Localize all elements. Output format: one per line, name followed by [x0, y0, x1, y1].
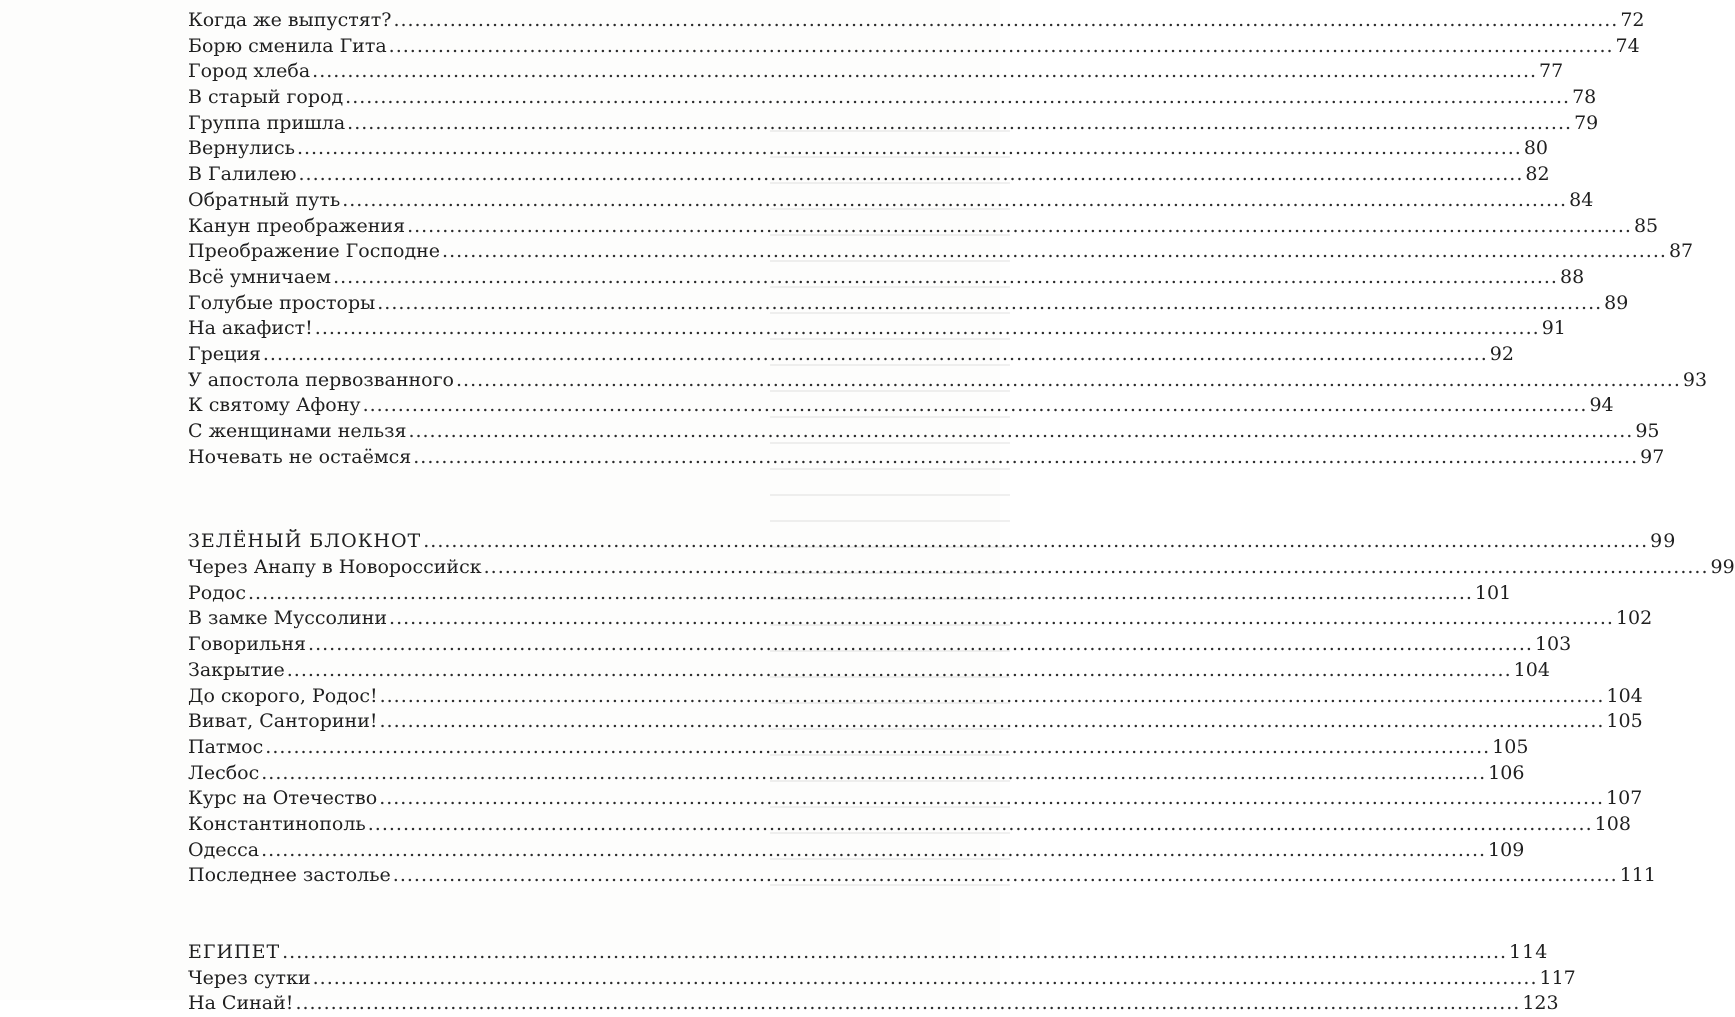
toc-leader-dots: [263, 342, 1488, 368]
toc-page-number: 92: [1489, 342, 1514, 365]
toc-entry[interactable]: [188, 162, 1550, 188]
toc-leader-dots: [313, 966, 1538, 992]
toc-entry-title: Город хлеба: [188, 60, 311, 83]
toc-entry-title: Виват, Санторини!: [188, 710, 378, 733]
toc-leader-dots: [408, 419, 1633, 445]
toc-leader-dots: [345, 85, 1570, 111]
toc-page-number: 117: [1539, 966, 1576, 989]
toc-entry[interactable]: [188, 966, 1576, 992]
toc-entry[interactable]: [188, 445, 1665, 471]
toc-leader-dots: [389, 34, 1614, 60]
toc-page-number: 102: [1615, 607, 1653, 630]
toc-entry-title: Обратный путь: [188, 188, 341, 211]
toc-entry-title: Ночевать не остаёмся: [188, 445, 412, 468]
toc-leader-dots: [423, 529, 1648, 555]
toc-section-title: ЕГИПЕТ: [188, 941, 281, 963]
toc-leader-dots: [315, 316, 1540, 342]
toc-entry[interactable]: [188, 85, 1597, 111]
toc-entry-title: Родос: [188, 581, 247, 604]
toc-leader-dots: [380, 684, 1605, 710]
toc-entry-title: У апостола первозванного: [188, 368, 454, 391]
toc-page-number: 114: [1509, 941, 1549, 963]
section-spacer: [188, 470, 809, 529]
toc-entry-title: Через сутки: [188, 966, 311, 989]
toc-leader-dots: [248, 581, 1473, 607]
toc-entry-title: Греция: [188, 342, 261, 365]
toc-entry-title: На акафист!: [188, 317, 313, 340]
toc-page-number: 74: [1615, 34, 1640, 57]
toc-leader-dots: [456, 368, 1681, 394]
toc-page-number: 88: [1559, 265, 1585, 288]
toc-leader-dots: [484, 555, 1709, 581]
toc-page-number: 77: [1539, 60, 1564, 83]
toc-leader-dots: [342, 188, 1567, 214]
toc-entry[interactable]: [188, 188, 1594, 214]
toc-entry[interactable]: [188, 265, 1585, 291]
toc-page-number: 111: [1619, 864, 1656, 887]
toc-entry[interactable]: [188, 136, 1549, 162]
toc-leader-dots: [297, 136, 1522, 162]
toc-page-number: 107: [1606, 787, 1643, 810]
toc-entry[interactable]: [188, 59, 1564, 85]
toc-entry[interactable]: [188, 581, 1512, 607]
toc-page-number: 94: [1589, 394, 1614, 417]
toc-page-number: 84: [1569, 188, 1594, 211]
toc-entry[interactable]: [188, 786, 1643, 812]
toc-leader-dots: [265, 735, 1490, 761]
toc-entry-title: Закрытие: [188, 658, 285, 681]
toc-leader-dots: [261, 761, 1486, 787]
toc-entry-title: Всё умничаем: [188, 265, 332, 288]
toc-entry-title: Лесбос: [188, 761, 260, 784]
toc-entry[interactable]: [188, 419, 1660, 445]
toc-entry[interactable]: [188, 8, 1645, 34]
toc-entry-title: До скорого, Родос!: [188, 684, 378, 707]
toc-leader-dots: [282, 940, 1507, 966]
toc-leader-dots: [333, 265, 1558, 291]
toc-section-zeleny-bloknot[interactable]: [188, 529, 1677, 555]
toc-entry-title: Через Анапу в Новороссийск: [188, 556, 482, 579]
toc-entry-title: К святому Афону: [188, 394, 361, 417]
toc-page-number: 82: [1525, 163, 1550, 186]
toc-entry[interactable]: [188, 214, 1659, 240]
toc-page-number: 99: [1710, 556, 1735, 579]
toc-entry-title: Вернулись: [188, 137, 295, 160]
toc-page-number: 80: [1523, 137, 1549, 160]
toc-page-number: 79: [1574, 111, 1599, 134]
toc-entry[interactable]: [188, 812, 1631, 838]
toc-group-2: [188, 555, 1735, 889]
toc-section-egipet[interactable]: [188, 940, 1549, 966]
toc-leader-dots: [379, 786, 1604, 812]
toc-leader-dots: [308, 632, 1533, 658]
table-of-contents: [188, 8, 1735, 1017]
toc-entry-title: Константинополь: [188, 812, 366, 835]
toc-entry[interactable]: [188, 735, 1529, 761]
toc-page-number: 93: [1682, 368, 1708, 391]
toc-page-number: 109: [1488, 838, 1525, 861]
toc-page-number: 101: [1474, 581, 1512, 604]
toc-entry[interactable]: [188, 342, 1514, 368]
toc-page-number: 104: [1606, 684, 1643, 707]
toc-leader-dots: [389, 606, 1614, 632]
toc-page-number: 106: [1488, 761, 1525, 784]
toc-entry[interactable]: [188, 111, 1599, 137]
toc-page-number: 97: [1640, 445, 1665, 468]
toc-entry-title: Канун преображения: [188, 214, 406, 237]
toc-entry-title: Говорильня: [188, 633, 307, 656]
toc-entry[interactable]: [188, 658, 1550, 684]
toc-leader-dots: [295, 991, 1520, 1017]
toc-page-number: 103: [1534, 633, 1572, 656]
toc-section-title: ЗЕЛЁНЫЙ БЛОКНОТ: [188, 530, 422, 553]
toc-page-number: 78: [1572, 86, 1597, 109]
toc-entry-title: Преображение Господне: [188, 240, 441, 263]
toc-page-number: 105: [1606, 710, 1643, 733]
toc-entry-title: Последнее застолье: [188, 864, 391, 887]
toc-leader-dots: [287, 658, 1512, 684]
toc-page-number: 89: [1604, 291, 1629, 314]
toc-page-number: 85: [1633, 214, 1659, 237]
toc-entry[interactable]: [188, 838, 1525, 864]
toc-entry[interactable]: [188, 709, 1643, 735]
toc-leader-dots: [312, 59, 1537, 85]
toc-entry-title: Группа пришла: [188, 111, 346, 134]
toc-entry-title: В Галилею: [188, 163, 297, 186]
toc-entry-title: На Синай!: [188, 992, 294, 1015]
section-spacer: [188, 889, 809, 940]
toc-group-3: [188, 966, 1576, 1017]
toc-page-number: 105: [1492, 735, 1529, 758]
toc-leader-dots: [261, 838, 1486, 864]
toc-entry[interactable]: [188, 555, 1735, 581]
toc-leader-dots: [442, 239, 1667, 265]
toc-page-number: 91: [1541, 317, 1566, 340]
toc-leader-dots: [368, 812, 1593, 838]
toc-page-number: 108: [1594, 812, 1631, 835]
toc-page-number: 104: [1513, 658, 1550, 681]
toc-leader-dots: [393, 863, 1618, 889]
toc-entry[interactable]: [188, 761, 1525, 787]
toc-leader-dots: [299, 162, 1524, 188]
toc-entry-title: В замке Муссолини: [188, 607, 388, 630]
toc-leader-dots: [377, 291, 1602, 317]
toc-page-number: 72: [1620, 9, 1645, 31]
toc-entry-title: В старый город: [188, 86, 344, 109]
toc-leader-dots: [347, 111, 1572, 137]
toc-entry[interactable]: [188, 991, 1559, 1017]
toc-page-number: 123: [1522, 992, 1559, 1015]
toc-leader-dots: [407, 214, 1632, 240]
toc-entry[interactable]: [188, 863, 1656, 889]
toc-entry[interactable]: [188, 684, 1643, 710]
toc-entry[interactable]: [188, 239, 1694, 265]
toc-entry[interactable]: [188, 606, 1653, 632]
toc-leader-dots: [413, 445, 1638, 471]
toc-entry[interactable]: [188, 34, 1640, 60]
toc-entry[interactable]: [188, 368, 1708, 394]
toc-leader-dots: [380, 709, 1605, 735]
toc-page-number: 99: [1650, 530, 1677, 553]
toc-entry-title: Голубые просторы: [188, 291, 376, 314]
toc-group-1: [188, 8, 1708, 470]
toc-entry-title: С женщинами нельзя: [188, 420, 407, 442]
toc-entry-title: Борю сменила Гита: [188, 34, 387, 57]
toc-entry[interactable]: [188, 316, 1566, 342]
toc-entry-title: Одесса: [188, 838, 260, 861]
toc-leader-dots: [393, 8, 1618, 34]
toc-entry-title: Патмос: [188, 735, 264, 758]
toc-entry[interactable]: [188, 393, 1614, 419]
toc-entry-title: Курс на Отечество: [188, 787, 378, 810]
toc-entry-title: Когда же выпустят?: [188, 9, 392, 31]
toc-entry[interactable]: [188, 291, 1629, 317]
toc-leader-dots: [363, 393, 1588, 419]
toc-page-number: 87: [1668, 240, 1694, 263]
toc-page-number: 95: [1635, 420, 1660, 442]
toc-entry[interactable]: [188, 632, 1572, 658]
